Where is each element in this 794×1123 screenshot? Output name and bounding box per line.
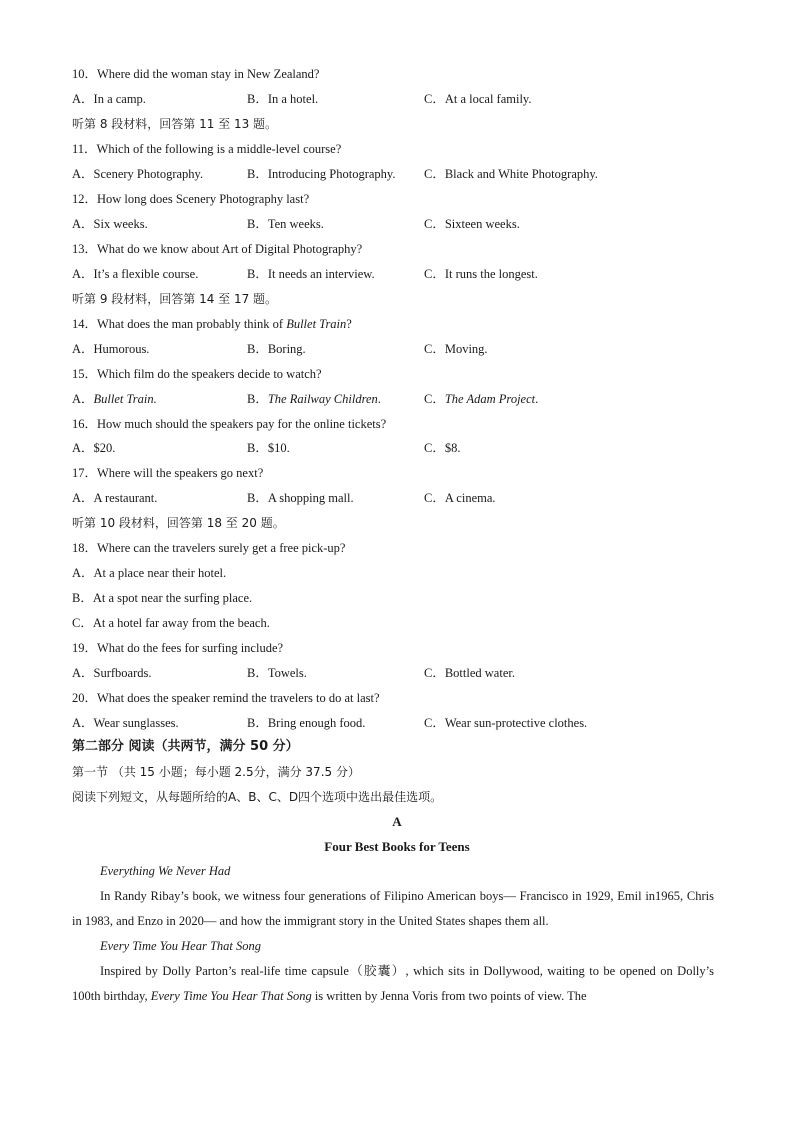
option-label: B．	[247, 392, 268, 406]
film-title: The Adam Project	[444, 392, 536, 406]
option-a: A．In a camp.	[72, 92, 146, 106]
question-18-option-a: A．At a place near their hotel.	[72, 566, 227, 580]
option-b: B．Towels.	[247, 666, 307, 680]
question-20-stem: 20．What does the speaker remind the travelers to do at last?	[72, 691, 380, 705]
option-c: C．Bottled water.	[424, 666, 515, 680]
option-c: C．Wear sun-protective clothes.	[424, 716, 588, 730]
option-a: A．Surfboards.	[72, 666, 152, 680]
option-a: A．A restaurant.	[72, 491, 158, 505]
option-c: C．It runs the longest.	[424, 267, 538, 281]
option-b: B．$10.	[247, 441, 290, 455]
question-17-stem: 17．Where will the speakers go next?	[72, 466, 264, 480]
option-c: C．At a local family.	[424, 92, 532, 106]
film-title: The Railway Children	[267, 392, 378, 406]
question-15-options	[72, 391, 732, 407]
book-paragraph-2	[72, 959, 714, 1009]
option-a: A．Wear sunglasses.	[72, 716, 179, 730]
question-13-options	[72, 266, 732, 282]
question-16-stem: 16．How much should the speakers pay for the online tickets?	[72, 417, 387, 431]
question-16-options	[72, 440, 732, 456]
paragraph-text: Inspired by Dolly Parton’s real-life time capsule（胶囊）, which sits in Dollywood, waiting to be opened on Dolly’s 100th birthday,	[72, 964, 714, 1003]
question-11-options	[72, 166, 732, 182]
question-18-option-b: B．At a spot near the surfing place.	[72, 591, 253, 605]
question-18-stem: 18．Where can the travelers surely get a free pick-up?	[72, 541, 346, 555]
book-title-2: Every Time You Hear That Song	[100, 939, 261, 953]
option-punct: .	[377, 392, 381, 406]
option-c: C．Sixteen weeks.	[424, 217, 520, 231]
film-title: Bullet Train	[286, 317, 347, 331]
question-13-stem: 13．What do we know about Art of Digital Photography?	[72, 242, 363, 256]
question-17-options	[72, 490, 732, 506]
passage-title: Four Best Books for Teens	[324, 839, 470, 854]
question-12-options	[72, 216, 732, 232]
question-18-option-c: C．At a hotel far away from the beach.	[72, 616, 270, 630]
question-19-options	[72, 665, 732, 681]
option-c: C．Black and White Photography.	[424, 167, 598, 181]
question-14-stem	[72, 316, 352, 332]
option-c	[424, 391, 538, 407]
option-b	[247, 391, 381, 407]
part-two-heading: 第二部分 阅读（共两节，满分 50 分）	[72, 739, 299, 754]
option-b: B．It needs an interview.	[247, 267, 375, 281]
book-title-inline: Every Time You Hear That Song	[150, 989, 312, 1003]
passage-letter: A	[392, 814, 402, 829]
option-a: A．Scenery Photography.	[72, 167, 204, 181]
listening-instruction-9: 听第 9 段材料，回答第 14 至 17 题。	[72, 292, 278, 306]
option-b: B．A shopping mall.	[247, 491, 354, 505]
question-11-stem: 11．Which of the following is a middle-level course?	[72, 142, 342, 156]
stem-text: 14．What does the man probably think of	[72, 317, 287, 331]
option-b: B．Boring.	[247, 342, 306, 356]
section-one-heading: 第一节 （共 15 小题；每小题 2.5分，满分 37.5 分）	[72, 765, 360, 779]
stem-punct: ?	[346, 317, 352, 331]
book-title-1: Everything We Never Had	[100, 864, 231, 878]
option-a: A．Humorous.	[72, 342, 150, 356]
question-19-stem: 19．What do the fees for surfing include?	[72, 641, 284, 655]
question-10-options	[72, 91, 732, 107]
question-15-stem: 15．Which film do the speakers decide to watch?	[72, 367, 322, 381]
option-label: C．	[424, 392, 445, 406]
question-14-options	[72, 341, 732, 357]
listening-instruction-8: 听第 8 段材料，回答第 11 至 13 题。	[72, 117, 278, 131]
option-b: B．Introducing Photography.	[247, 167, 396, 181]
book-paragraph-1: In Randy Ribay’s book, we witness four generations of Filipino American boys— Francisco in 1929, Emil in1965, Chris in 1983, and Enzo in 2020— and how the immigrant story in the United States shapes them all.	[72, 889, 714, 928]
option-b: B．Ten weeks.	[247, 217, 324, 231]
option-c: C．Moving.	[424, 342, 488, 356]
option-a: A．$20.	[72, 441, 116, 455]
option-c: C．A cinema.	[424, 491, 496, 505]
question-12-stem: 12．How long does Scenery Photography last?	[72, 192, 310, 206]
option-b: B．In a hotel.	[247, 92, 319, 106]
option-c: C．$8.	[424, 441, 461, 455]
option-a	[72, 391, 157, 407]
film-title: Bullet Train.	[93, 392, 157, 406]
option-a: A．It’s a flexible course.	[72, 267, 199, 281]
paragraph-text: is written by Jenna Voris from two points of view. The	[311, 989, 587, 1003]
option-label: A．	[72, 392, 94, 406]
option-b: B．Bring enough food.	[247, 716, 366, 730]
option-punct: .	[535, 392, 539, 406]
question-10-stem: 10．Where did the woman stay in New Zealand?	[72, 67, 320, 81]
option-a: A．Six weeks.	[72, 217, 148, 231]
reading-instruction: 阅读下列短文，从每题所给的A、B、C、D四个选项中选出最佳选项。	[72, 790, 443, 804]
listening-instruction-10: 听第 10 段材料，回答第 18 至 20 题。	[72, 516, 285, 530]
question-20-options	[72, 715, 732, 731]
